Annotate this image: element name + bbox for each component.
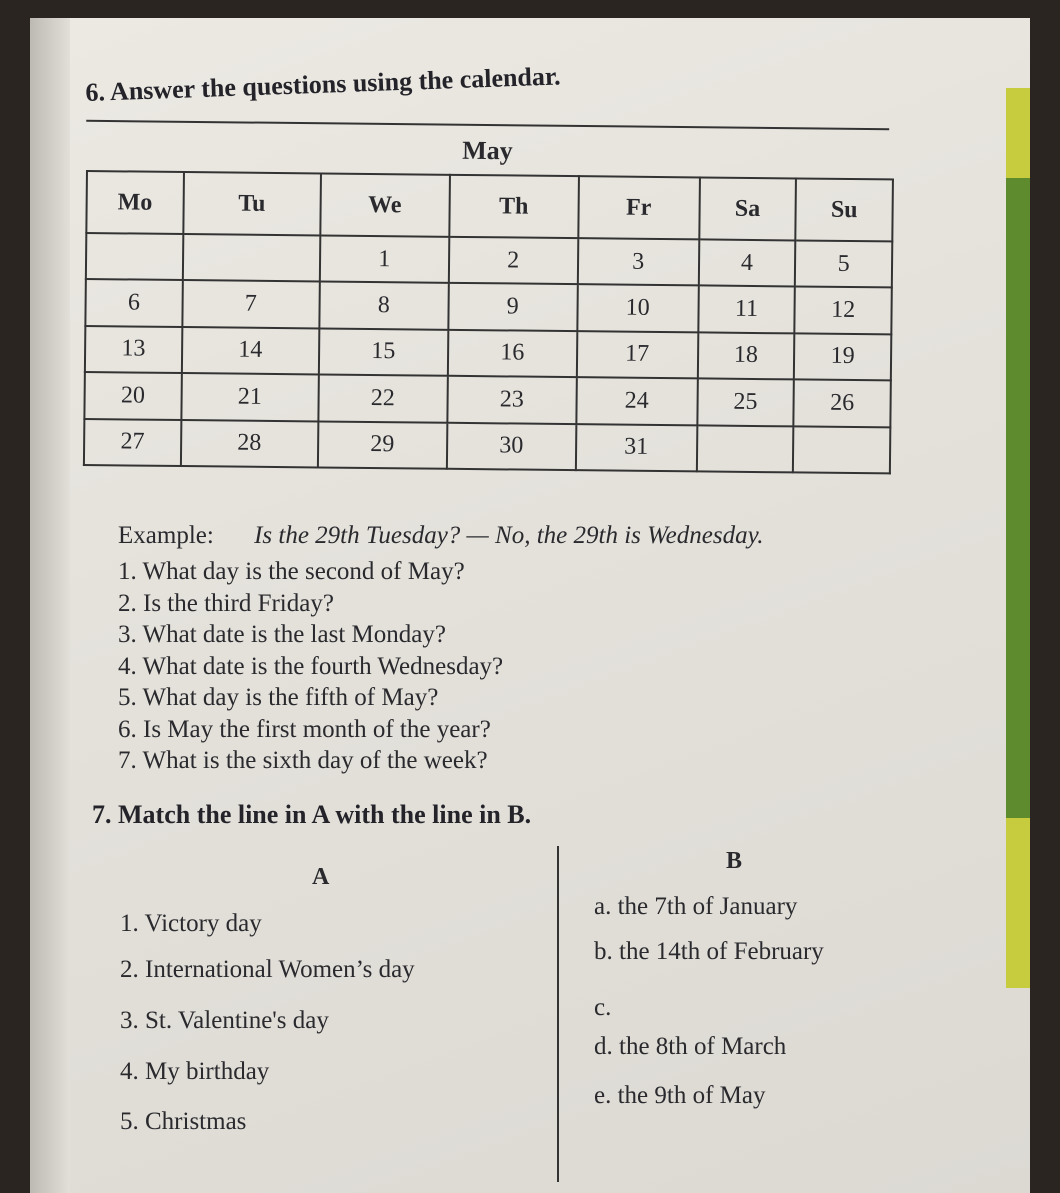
calendar-cell: 10 — [577, 285, 698, 333]
question-item: 1. What day is the second of May? — [118, 558, 465, 585]
calendar-cell: 1 — [320, 235, 449, 283]
column-b-item: e. the 9th of May — [594, 1082, 766, 1109]
column-b-header: B — [726, 848, 743, 874]
calendar-week-row — [85, 279, 891, 334]
example-label: Example: — [118, 522, 214, 549]
calendar-cell: 16 — [448, 330, 577, 378]
calendar-cell: 22 — [318, 375, 447, 423]
calendar-cell: 5 — [795, 240, 892, 287]
calendar-cell: 11 — [698, 286, 795, 333]
column-a-item: 2. International Women’s day — [120, 956, 415, 983]
day-header-sa: Sa — [699, 177, 796, 240]
calendar-month-title — [86, 120, 889, 172]
example-line — [118, 522, 764, 550]
calendar-cell: 23 — [447, 376, 576, 424]
calendar-cell: 6 — [85, 279, 182, 326]
calendar-cell: 3 — [577, 238, 698, 286]
day-header-we: We — [320, 173, 450, 236]
calendar-cell — [696, 425, 793, 472]
column-b-item: c. — [594, 994, 612, 1021]
column-a-item: 3. St. Valentine's day — [120, 1007, 329, 1034]
day-header-fr: Fr — [578, 176, 700, 239]
calendar-cell: 7 — [182, 280, 319, 328]
calendar-cell: 4 — [698, 239, 795, 286]
calendar-cell: 2 — [449, 237, 578, 285]
calendar-cell — [183, 234, 320, 282]
question-item: 6. Is May the first month of the year? — [118, 715, 491, 743]
adjacent-page-strip-dark — [1006, 178, 1030, 818]
column-a-item: 5. Christmas — [120, 1108, 247, 1135]
exercise-6-title: 6. Answer the questions using the calendar. — [84, 61, 561, 108]
calendar-cell: 8 — [319, 282, 448, 330]
column-b-item: d. the 8th of March — [594, 1033, 787, 1060]
day-header-mo: Mo — [86, 171, 183, 234]
calendar-cell — [86, 233, 183, 280]
calendar-cell: 13 — [85, 326, 182, 373]
column-b-item: b. the 14th of February — [594, 938, 824, 965]
calendar-cell: 21 — [181, 373, 318, 421]
question-item: 4. What date is the fourth Wednesday? — [118, 652, 504, 680]
calendar-cell — [793, 426, 890, 473]
calendar-cell: 19 — [794, 333, 891, 380]
calendar-cell: 24 — [576, 377, 697, 425]
calendar-month: May — [462, 135, 513, 166]
column-a-header: A — [312, 864, 330, 890]
calendar-cell: 30 — [447, 422, 576, 470]
calendar-cell: 18 — [697, 332, 794, 379]
example-text: Is the 29th Tuesday? — No, the 29th is Wednesday. — [254, 522, 764, 549]
page-gutter — [30, 18, 70, 1193]
column-a-item: 4. My birthday — [120, 1058, 270, 1085]
calendar-cell: 9 — [448, 283, 577, 331]
calendar-week-row — [84, 372, 890, 427]
calendar-cell: 20 — [84, 372, 181, 419]
calendar-cell: 12 — [795, 287, 892, 334]
calendar-cell: 15 — [319, 328, 448, 376]
calendar-cell: 14 — [182, 327, 319, 375]
calendar-week-row — [84, 419, 890, 474]
calendar-cell: 17 — [576, 331, 697, 379]
calendar-table — [83, 170, 894, 474]
exercise-7-title: 7. Match the line in A with the line in B. — [92, 800, 532, 829]
question-list — [118, 556, 503, 777]
calendar-cell: 28 — [181, 420, 318, 468]
question-item: 5. What day is the fifth of May? — [118, 684, 439, 711]
question-item: 7. What is the sixth day of the week? — [118, 747, 488, 774]
question-item: 2. Is the third Friday? — [118, 589, 334, 617]
column-divider — [557, 846, 559, 1182]
day-header-su: Su — [796, 178, 893, 241]
column-a-item: 1. Victory day — [120, 910, 262, 937]
calendar-cell: 29 — [318, 421, 447, 469]
calendar-cell: 25 — [697, 379, 794, 426]
day-header-th: Th — [449, 175, 579, 238]
calendar-cell: 26 — [794, 380, 891, 427]
calendar-week-row — [85, 326, 891, 381]
calendar-cell: 27 — [84, 419, 181, 466]
day-header-tu: Tu — [183, 172, 321, 235]
calendar-cell: 31 — [576, 424, 697, 472]
column-b-item: a. the 7th of January — [594, 893, 798, 920]
calendar-week-row — [86, 233, 892, 288]
question-item: 3. What date is the last Monday? — [118, 621, 446, 648]
calendar-header-row — [86, 171, 893, 241]
